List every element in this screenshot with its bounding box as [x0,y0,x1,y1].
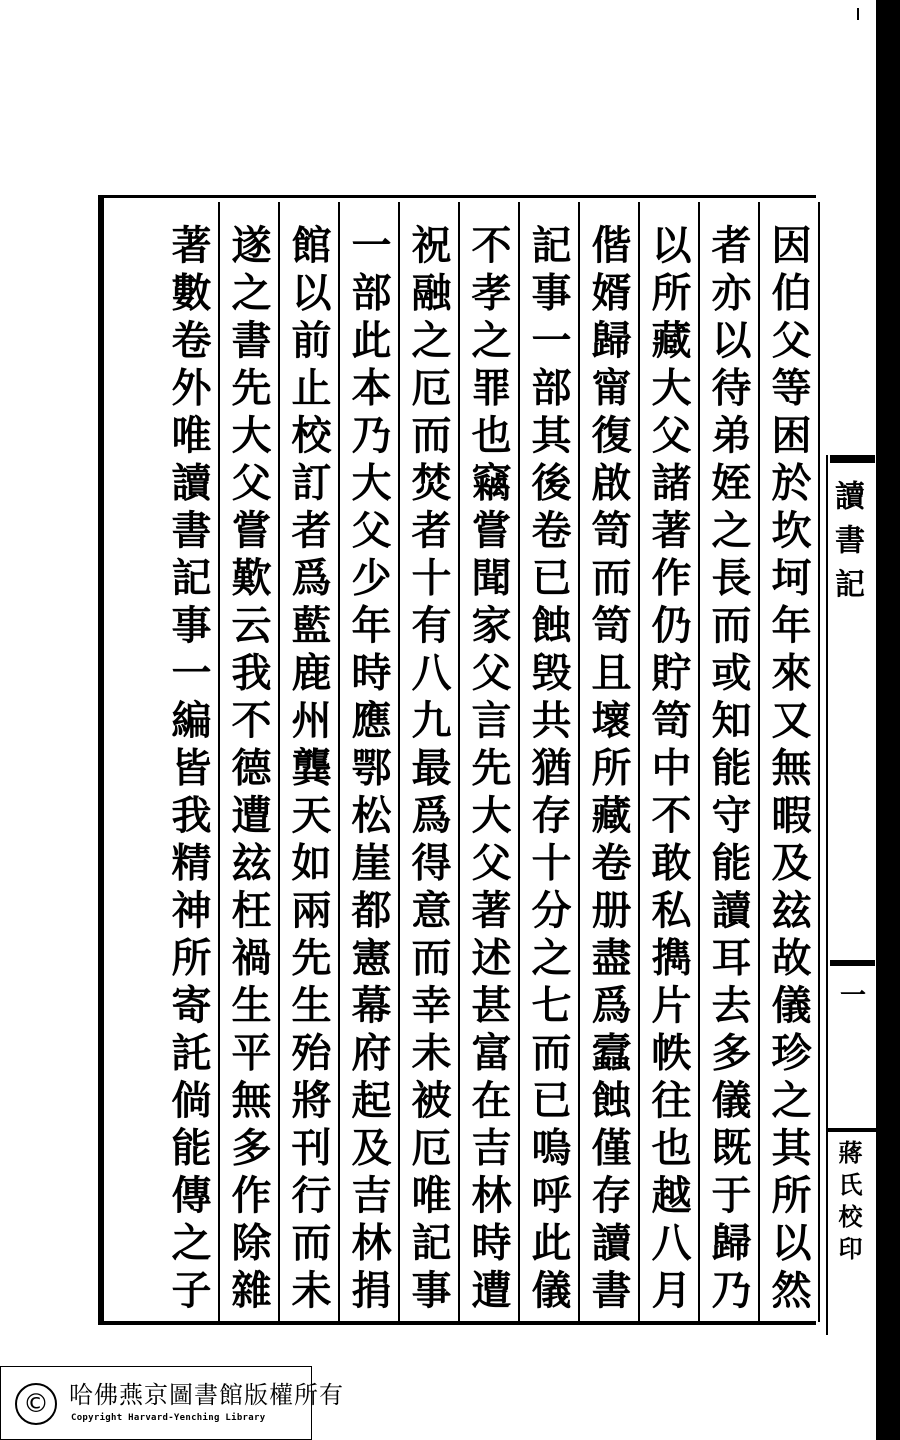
column-text: 者亦以待弟姪之長而或知能守能讀耳去多儀既于歸乃 [705,224,752,1317]
text-column-9 [280,202,340,1322]
copyright-english: Copyright Harvard-Yenching Library [71,1413,266,1423]
text-column-10 [220,202,280,1322]
copyright-stamp [0,1366,344,1440]
column-text: 館以前止校訂者爲藍鹿州龔天如兩先生殆將刊行而未 [285,224,332,1317]
page-binding-edge [876,0,900,1440]
column-text: 不孝之罪也竊嘗聞家父言先大父著述甚富在吉林時遭 [465,224,512,1317]
column-text: 偕婿歸甯復啟笥而笥且壞所藏卷册盡爲蠧蝕僅存讀書 [585,224,632,1317]
column-text: 一部此本乃大父少年時應鄂松崖都憲幕府起及吉林捐 [345,224,392,1317]
text-column-6 [460,202,520,1322]
text-column-2 [700,202,760,1322]
copyright-chinese: 哈佛燕京圖書館版權所有 [69,1381,344,1409]
edge-mark [857,8,859,20]
fish-tail-mark-top [830,455,875,463]
fish-tail-mark-bottom [826,1128,876,1132]
column-text: 記事一部其後卷已蝕毁共猶存十分之七而已嗚呼此儀 [525,224,572,1317]
column-text: 因伯父等困於坎坷年來又無暇及玆故儀珍之其所以然 [765,224,812,1317]
column-text: 遂之書先大父嘗歎云我不德遭玆枉禍生平無多作除雜 [225,224,272,1317]
text-column-8 [340,202,400,1322]
column-text: 以所藏大父諸著作仍貯笥中不敢私擕片帙往也越八月 [645,224,692,1317]
fish-tail-mark-middle [830,960,875,966]
text-column-7 [400,202,460,1322]
text-column-1 [760,202,820,1322]
text-column-5 [520,202,580,1322]
column-text: 著數卷外唯讀書記事一編皆我精神所寄託倘能傳之子 [165,224,212,1317]
text-column-4 [580,202,640,1322]
folio-number: 一 [840,981,867,1011]
copyright-icon: © [15,1383,57,1425]
column-text: 祝融之厄而焚者十有八九最爲得意而幸未被厄唯記事 [405,224,452,1317]
publisher-imprint: 蔣氏校印 [834,1140,863,1268]
text-frame [98,195,816,1325]
text-column-11 [160,202,220,1322]
text-column-3 [640,202,700,1322]
center-fold-title: 讀書記 [829,480,864,612]
